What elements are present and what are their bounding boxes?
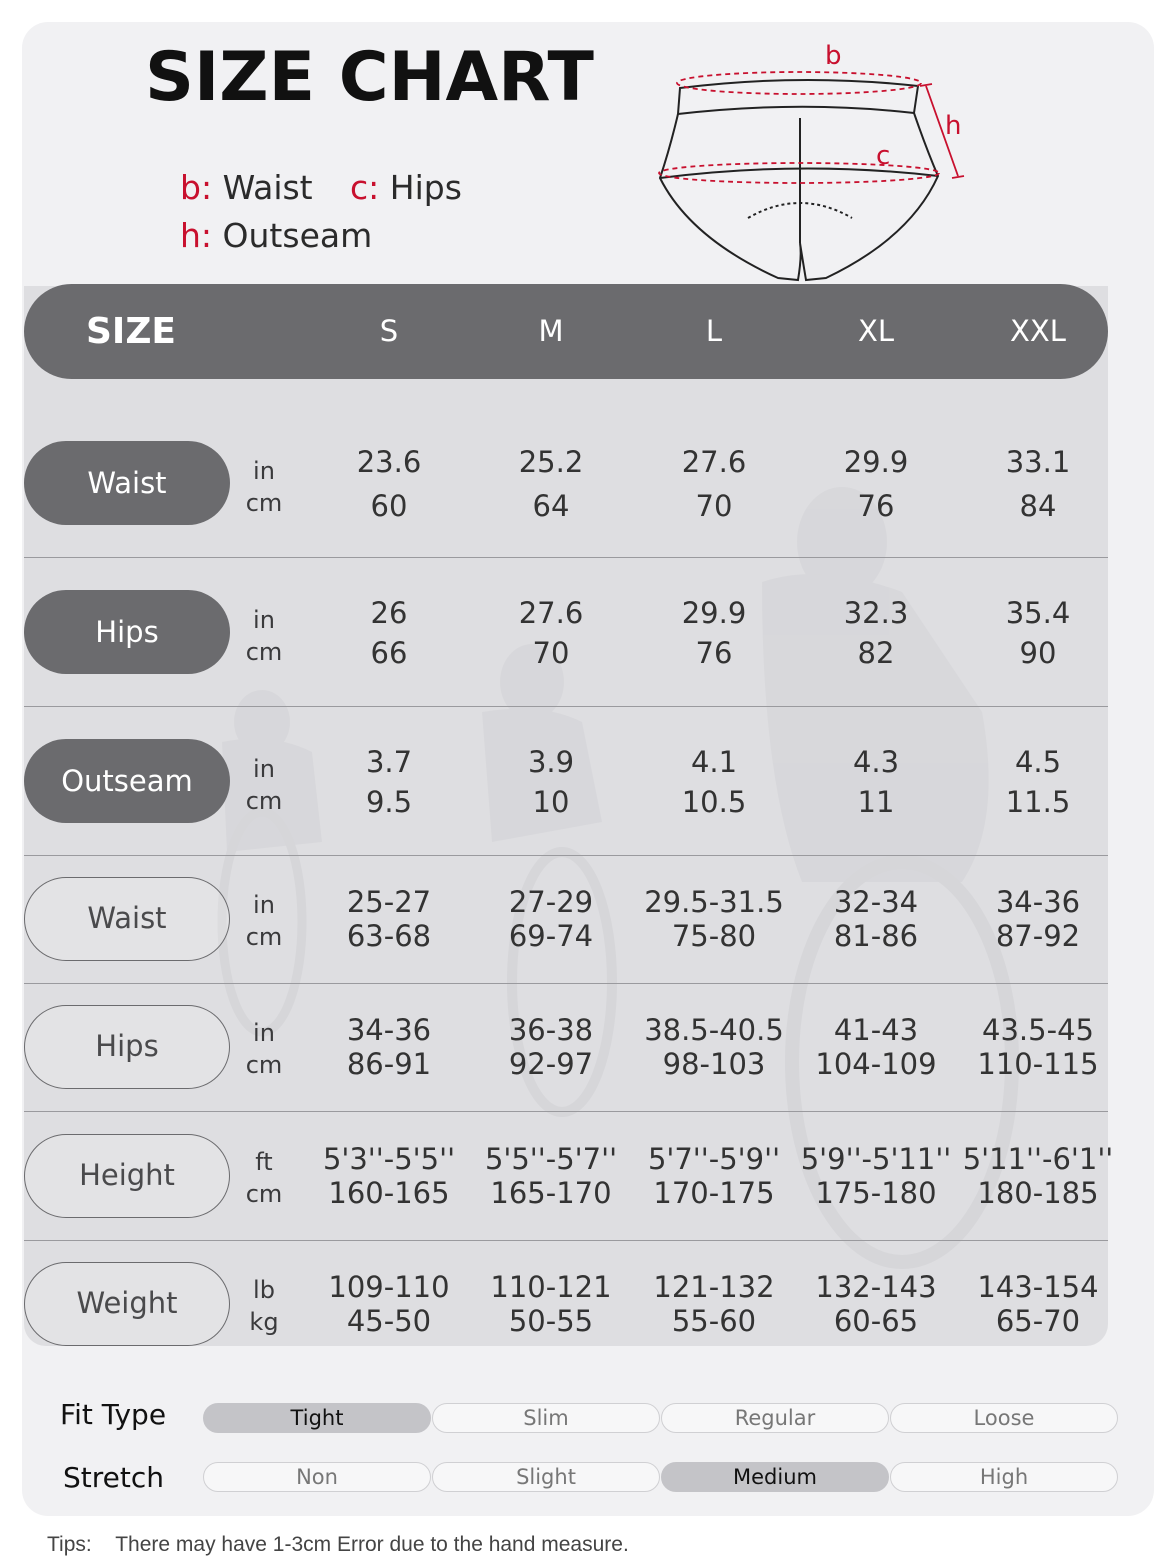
value-xl-in: 41-43 (833, 1013, 919, 1047)
value-m-in: 27.6 (518, 596, 584, 630)
value-xl-in: 29.9 (843, 445, 909, 479)
value-xl-cm: 11 (857, 785, 895, 819)
unit-primary: in (253, 606, 275, 634)
value-l-lb: 121-132 (653, 1270, 775, 1304)
tips-label: Tips: (47, 1533, 92, 1556)
value-xl-cm: 175-180 (815, 1176, 937, 1210)
row-label: Outseam (24, 739, 230, 823)
value-xxl-cm: 110-115 (977, 1047, 1099, 1081)
unit-secondary: kg (249, 1308, 279, 1336)
body-hips-row (24, 1005, 1108, 1089)
value-xxl-lb: 143-154 (977, 1270, 1099, 1304)
legend-label: Outseam (222, 216, 373, 255)
unit-primary: lb (253, 1276, 275, 1304)
unit-primary: in (253, 755, 275, 783)
value-s-cm: 160-165 (328, 1176, 450, 1210)
value-m-in: 27-29 (508, 885, 594, 919)
row-divider (24, 983, 1108, 984)
value-xxl-in: 35.4 (1005, 596, 1071, 630)
value-xl-in: 32.3 (843, 596, 909, 630)
legend-key: b: (180, 168, 213, 207)
value-xl-ft: 5'9''-5'11'' (800, 1142, 952, 1176)
value-xl-cm: 81-86 (833, 919, 919, 953)
unit-primary: in (253, 457, 275, 485)
fit-type-regular: Regular (661, 1403, 889, 1433)
body-weight-row (24, 1262, 1108, 1346)
row-label: Height (24, 1134, 230, 1218)
value-s-in: 25-27 (346, 885, 432, 919)
fit-type-slim: Slim (432, 1403, 660, 1433)
value-m-kg: 50-55 (508, 1304, 594, 1338)
legend-waist (180, 168, 313, 207)
legend-hips (350, 168, 462, 207)
stretch-medium: Medium (661, 1462, 889, 1492)
value-xxl-in: 43.5-45 (982, 1013, 1094, 1047)
value-l-kg: 55-60 (671, 1304, 757, 1338)
unit-primary: in (253, 1019, 275, 1047)
value-l-cm: 10.5 (681, 785, 747, 819)
size-m-header: M (538, 314, 564, 348)
value-l-cm: 98-103 (662, 1047, 766, 1081)
legend-key: c: (350, 168, 380, 207)
value-s-cm: 86-91 (346, 1047, 432, 1081)
fit-type-tight: Tight (203, 1403, 431, 1433)
row-divider (24, 1240, 1108, 1241)
row-divider (24, 1111, 1108, 1112)
row-label: Hips (24, 590, 230, 674)
garment-hips-row (24, 590, 1108, 674)
value-m-cm: 10 (532, 785, 570, 819)
value-s-cm: 66 (370, 636, 408, 670)
value-xxl-kg: 65-70 (995, 1304, 1081, 1338)
row-divider (24, 557, 1108, 558)
row-label: Weight (24, 1262, 230, 1346)
body-waist-row (24, 877, 1108, 961)
value-s-in: 34-36 (346, 1013, 432, 1047)
value-xxl-in: 4.5 (1014, 745, 1062, 779)
value-xl-cm: 82 (857, 636, 895, 670)
size-header-row (24, 284, 1108, 379)
row-label: Waist (24, 877, 230, 961)
row-label: Waist (24, 441, 230, 525)
value-s-cm: 9.5 (365, 785, 413, 819)
value-s-cm: 60 (370, 489, 408, 523)
diagram-label-c: c (876, 141, 891, 171)
size-s-header: S (379, 314, 399, 348)
value-s-in: 26 (370, 596, 408, 630)
value-s-ft: 5'3''-5'5'' (322, 1142, 456, 1176)
value-xxl-ft: 5'11''-6'1'' (962, 1142, 1114, 1176)
size-header-label: SIZE (86, 311, 177, 352)
value-m-in: 3.9 (527, 745, 575, 779)
garment-waist-row (24, 441, 1108, 525)
value-m-cm: 69-74 (508, 919, 594, 953)
value-m-cm: 64 (532, 489, 570, 523)
tips-text: There may have 1-3cm Error due to the hand measure. (115, 1533, 629, 1556)
value-xxl-cm: 84 (1019, 489, 1057, 523)
stretch-non: Non (203, 1462, 431, 1492)
legend-key: h: (180, 216, 213, 255)
value-m-lb: 110-121 (490, 1270, 612, 1304)
value-xl-cm: 76 (857, 489, 895, 523)
value-m-ft: 5'5''-5'7'' (484, 1142, 618, 1176)
value-l-in: 38.5-40.5 (644, 1013, 784, 1047)
unit-secondary: cm (245, 638, 283, 666)
garment-outseam-row (24, 739, 1108, 823)
value-m-in: 36-38 (508, 1013, 594, 1047)
row-divider (24, 706, 1108, 707)
value-s-cm: 63-68 (346, 919, 432, 953)
shorts-measurement-diagram (630, 18, 990, 288)
value-l-ft: 5'7''-5'9'' (647, 1142, 781, 1176)
unit-secondary: cm (245, 489, 283, 517)
value-l-in: 27.6 (681, 445, 747, 479)
value-s-in: 3.7 (365, 745, 413, 779)
value-l-in: 4.1 (690, 745, 738, 779)
tips-note (47, 1533, 629, 1557)
value-s-kg: 45-50 (346, 1304, 432, 1338)
unit-primary: in (253, 891, 275, 919)
fit-type-loose: Loose (890, 1403, 1118, 1433)
unit-primary: ft (255, 1148, 273, 1176)
diagram-label-h: h (945, 111, 962, 141)
stretch-high: High (890, 1462, 1118, 1492)
size-xl-header: XL (857, 314, 895, 348)
unit-secondary: cm (245, 1051, 283, 1079)
value-xxl-cm: 87-92 (995, 919, 1081, 953)
value-m-in: 25.2 (518, 445, 584, 479)
value-xxl-cm: 180-185 (977, 1176, 1099, 1210)
legend-outseam (180, 216, 372, 255)
diagram-label-b: b (825, 41, 842, 71)
stretch-slight: Slight (432, 1462, 660, 1492)
value-m-cm: 165-170 (490, 1176, 612, 1210)
value-m-cm: 92-97 (508, 1047, 594, 1081)
unit-secondary: cm (245, 923, 283, 951)
value-l-cm: 70 (695, 489, 733, 523)
value-xl-kg: 60-65 (833, 1304, 919, 1338)
value-xl-cm: 104-109 (815, 1047, 937, 1081)
value-xl-in: 32-34 (833, 885, 919, 919)
value-m-cm: 70 (532, 636, 570, 670)
size-xxl-header: XXL (1010, 314, 1066, 348)
unit-secondary: cm (245, 1180, 283, 1208)
value-l-cm: 75-80 (671, 919, 757, 953)
value-xxl-in: 33.1 (1005, 445, 1071, 479)
fit-type-label: Fit Type (60, 1398, 167, 1431)
value-l-cm: 76 (695, 636, 733, 670)
value-xxl-cm: 11.5 (1005, 785, 1071, 819)
value-l-in: 29.9 (681, 596, 747, 630)
value-xxl-cm: 90 (1019, 636, 1057, 670)
value-xxl-in: 34-36 (995, 885, 1081, 919)
size-l-header: L (705, 314, 723, 348)
unit-secondary: cm (245, 787, 283, 815)
body-height-row (24, 1134, 1114, 1218)
value-s-in: 23.6 (356, 445, 422, 479)
value-xl-lb: 132-143 (815, 1270, 937, 1304)
value-xl-in: 4.3 (852, 745, 900, 779)
row-label: Hips (24, 1005, 230, 1089)
value-s-lb: 109-110 (328, 1270, 450, 1304)
value-l-cm: 170-175 (653, 1176, 775, 1210)
legend-label: Hips (389, 168, 462, 207)
row-divider (24, 855, 1108, 856)
value-l-in: 29.5-31.5 (644, 885, 784, 919)
page-title: SIZE CHART (145, 38, 594, 117)
legend-label: Waist (222, 168, 313, 207)
stretch-label: Stretch (63, 1461, 164, 1494)
